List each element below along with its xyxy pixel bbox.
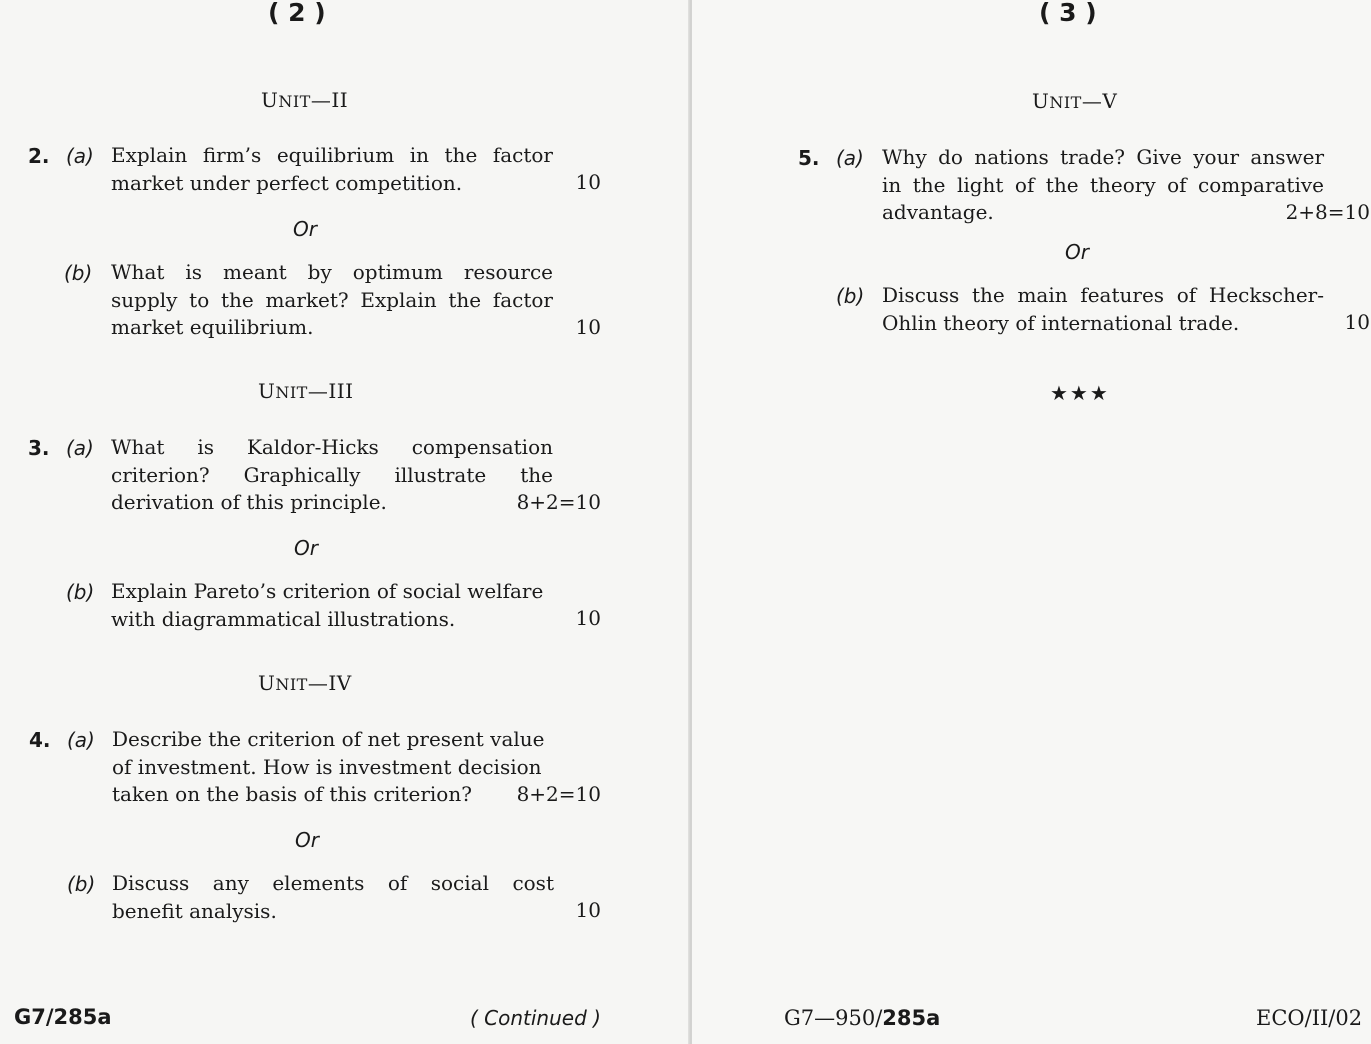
text-line: Discuss any elements of social cost <box>112 871 554 895</box>
text-line: Why do nations trade? Give your answer <box>882 145 1324 169</box>
or-separator: Or <box>294 536 318 560</box>
right-page <box>692 0 1371 1044</box>
text-line: Describe the criterion of net present value <box>112 727 545 751</box>
part-label: (b) <box>64 261 93 285</box>
text-line: What is meant by optimum resource <box>111 260 553 284</box>
page-number: ( 2 ) <box>268 0 326 27</box>
unit-tail: NIT <box>1049 93 1082 112</box>
marks: 8+2=10 <box>516 782 601 806</box>
print-code-prefix: G7—950/ <box>784 1006 883 1030</box>
unit-tail: NIT <box>278 92 311 111</box>
text-line: Explain Pareto’s criterion of social welfare <box>111 579 544 603</box>
unit-number: —IV <box>307 671 352 695</box>
marks: 10 <box>575 606 601 630</box>
unit-heading <box>261 88 348 112</box>
question-number: 4. <box>29 728 51 752</box>
part-label: (a) <box>67 728 95 752</box>
marks: 2+8=10 <box>1285 200 1370 224</box>
code-prefix: G7/ <box>14 1005 54 1029</box>
question-text <box>111 259 553 342</box>
text-line: supply to the market? Explain the factor <box>111 287 553 312</box>
or-separator: Or <box>1065 240 1089 264</box>
part-label: (a) <box>836 146 864 170</box>
text-line: Explain firm’s equilibrium in the factor <box>111 143 553 167</box>
text-line: taken on the basis of this criterion? <box>112 782 472 806</box>
or-separator: Or <box>293 217 317 241</box>
marks: 10 <box>575 898 601 922</box>
question-text <box>111 142 553 197</box>
code-bold: 285a <box>53 1005 112 1029</box>
text-line: market under perfect competition. <box>111 170 463 195</box>
question-text <box>882 282 1324 337</box>
part-label: (b) <box>836 284 865 308</box>
question-number: 3. <box>28 436 50 460</box>
unit-head: U <box>1032 89 1050 113</box>
unit-tail: NIT <box>275 383 308 402</box>
unit-head: U <box>258 671 276 695</box>
question-text <box>112 870 554 925</box>
text-line: in the light of the theory of comparative <box>882 172 1324 197</box>
part-label: (a) <box>66 436 94 460</box>
text-line: derivation of this principle. <box>111 490 387 514</box>
text-line: criterion? Graphically illustrate the <box>111 462 553 487</box>
unit-heading <box>1032 89 1117 113</box>
text-line: benefit analysis. <box>112 898 277 923</box>
paper-code <box>14 1005 112 1029</box>
question-number: 2. <box>28 144 50 168</box>
marks: 8+2=10 <box>516 490 601 514</box>
text-line: market equilibrium. <box>111 315 314 339</box>
text-line: Discuss the main features of Heckscher- <box>882 283 1324 307</box>
unit-tail: NIT <box>275 675 308 694</box>
unit-number: —V <box>1081 89 1118 113</box>
marks: 10 <box>575 170 601 194</box>
unit-number: —II <box>310 88 349 112</box>
part-label: (b) <box>66 580 95 604</box>
marks: 10 <box>1344 310 1370 334</box>
unit-heading <box>258 379 354 403</box>
text-line: What is Kaldor-Hicks compensation <box>111 435 553 459</box>
text-line: of investment. How is investment decision <box>112 754 542 779</box>
print-code <box>784 1006 940 1030</box>
paper-code-right: ECO/II/02 <box>1256 1006 1363 1030</box>
part-label: (b) <box>67 872 96 896</box>
unit-head: U <box>261 88 279 112</box>
marks: 10 <box>575 315 601 339</box>
text-line: with diagrammatical illustrations. <box>111 606 456 631</box>
question-text <box>111 578 561 633</box>
text-line: Ohlin theory of international trade. <box>882 310 1240 335</box>
text-line: advantage. <box>882 200 994 224</box>
print-code-bold: 285a <box>882 1006 941 1030</box>
question-number: 5. <box>798 146 820 170</box>
part-label: (a) <box>66 144 94 168</box>
end-stars: ★★★ <box>1050 381 1110 405</box>
unit-head: U <box>258 379 276 403</box>
page-number: ( 3 ) <box>1039 0 1097 27</box>
unit-heading <box>258 671 352 695</box>
unit-number: —III <box>307 379 354 403</box>
continued-label: ( Continued ) <box>470 1006 601 1030</box>
or-separator: Or <box>295 828 319 852</box>
